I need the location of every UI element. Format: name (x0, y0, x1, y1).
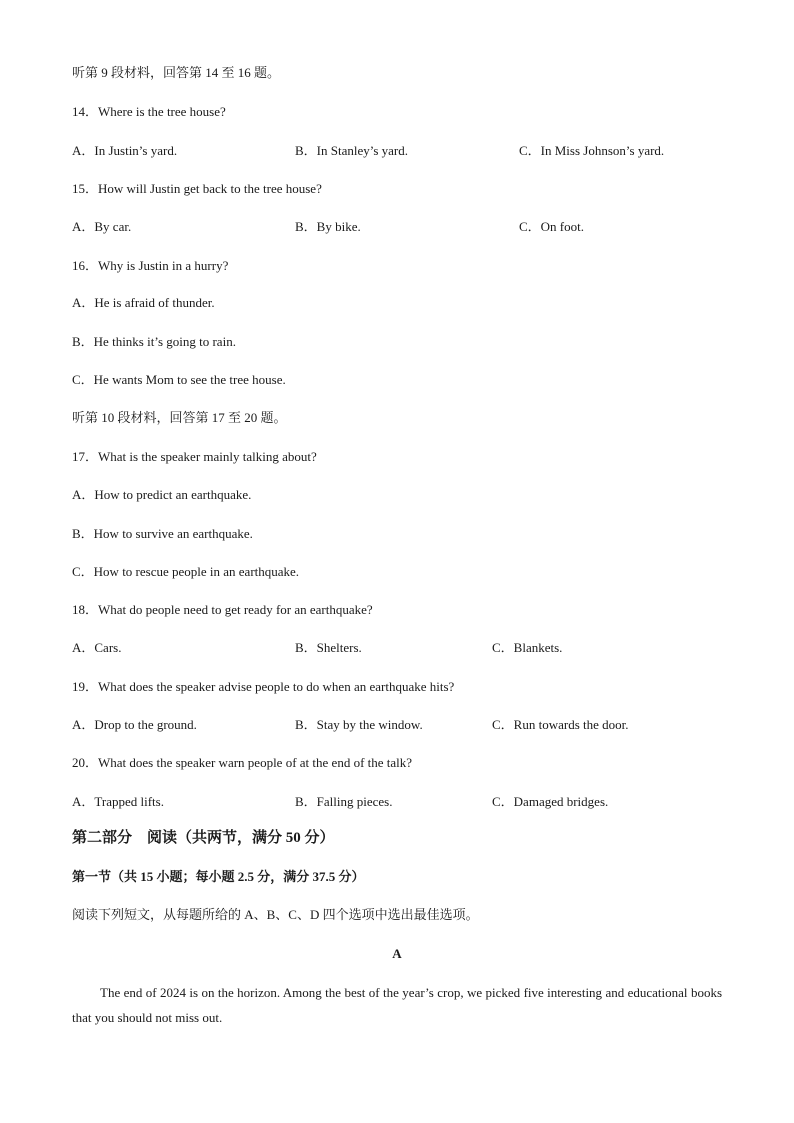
part-two-title: 第二部分 阅读（共两节，满分 50 分） (72, 830, 335, 846)
passage-paragraph: The end of 2024 is on the horizon. Among the best of the year’s crop, we picked five interesting and educational books that you should not miss out. (72, 985, 722, 1025)
question-18-option-b: B．Shelters. (295, 640, 362, 655)
question-15-option-a: A．By car. (72, 219, 132, 234)
reading-instruction: 阅读下列短文，从每题所给的 A、B、C、D 四个选项中选出最佳选项。 (72, 907, 479, 922)
question-19-option-a: A．Drop to the ground. (72, 717, 197, 732)
passage-label: A (392, 946, 402, 961)
question-19-option-c: C．Run towards the door. (492, 717, 629, 732)
question-17-option-a: A．How to predict an earthquake. (72, 487, 252, 502)
instruction-section-9: 听第 9 段材料，回答第 14 至 16 题。 (72, 65, 281, 80)
section-one-title: 第一节（共 15 小题；每小题 2.5 分，满分 37.5 分） (72, 869, 365, 884)
question-17-option-c: C．How to rescue people in an earthquake. (72, 564, 300, 579)
question-16-option-a: A．He is afraid of thunder. (72, 295, 215, 310)
question-15-option-c: C．On foot. (519, 219, 585, 234)
question-19-stem: 19．What does the speaker advise people to do when an earthquake hits? (72, 679, 455, 694)
question-14-option-c: C．In Miss Johnson’s yard. (519, 143, 665, 158)
question-14-option-b: B．In Stanley’s yard. (295, 143, 409, 158)
question-20-stem: 20．What does the speaker warn people of at the end of the talk? (72, 755, 413, 770)
question-20-option-c: C．Damaged bridges. (492, 794, 609, 809)
instruction-section-10: 听第 10 段材料，回答第 17 至 20 题。 (72, 410, 287, 425)
question-16-stem: 16．Why is Justin in a hurry? (72, 258, 229, 273)
question-18-option-a: A．Cars. (72, 640, 122, 655)
question-14-stem: 14．Where is the tree house? (72, 104, 226, 119)
question-16-option-b: B．He thinks it’s going to rain. (72, 334, 236, 349)
question-20-option-b: B．Falling pieces. (295, 794, 393, 809)
question-18-stem: 18．What do people need to get ready for an earthquake? (72, 602, 373, 617)
question-19-option-b: B．Stay by the window. (295, 717, 423, 732)
question-15-option-b: B．By bike. (295, 219, 361, 234)
question-17-stem: 17．What is the speaker mainly talking about? (72, 449, 317, 464)
question-14-option-a: A．In Justin’s yard. (72, 143, 178, 158)
question-18-option-c: C．Blankets. (492, 640, 563, 655)
question-16-option-c: C．He wants Mom to see the tree house. (72, 372, 286, 387)
question-17-option-b: B．How to survive an earthquake. (72, 526, 253, 541)
question-15-stem: 15．How will Justin get back to the tree house? (72, 181, 322, 196)
question-20-option-a: A．Trapped lifts. (72, 794, 164, 809)
